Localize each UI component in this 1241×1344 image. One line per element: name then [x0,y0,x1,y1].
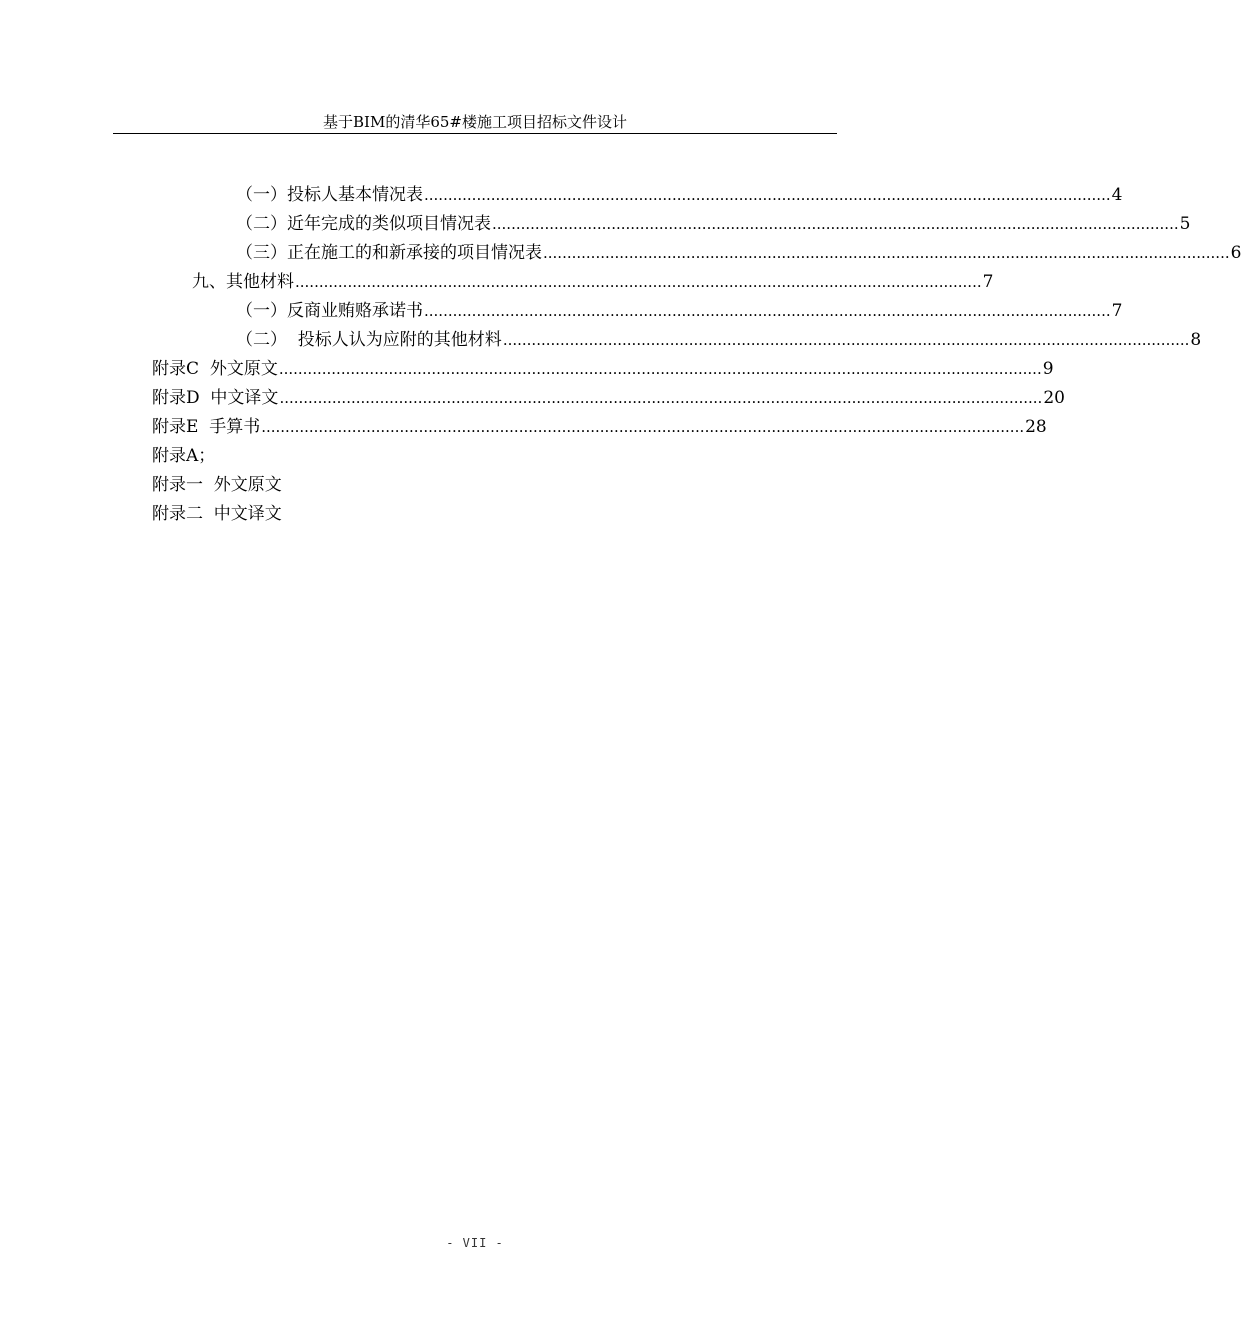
toc-entry[interactable] [236,326,1202,354]
toc-leader-dots: ................................................................................................................................................................ [279,389,1043,407]
toc-entry[interactable] [152,413,1047,441]
toc-entry-page: 6 [1230,243,1241,263]
running-header: 基于BIM的清华65#楼施工项目招标文件设计 [323,113,627,131]
toc-entry-page: 28 [1025,417,1047,437]
toc-entry-page: 4 [1111,185,1123,205]
toc-entry[interactable] [236,297,1123,325]
toc-entry-title: 附录D 中文译文 [152,388,279,408]
toc-plain-line: 附录二 中文译文 [152,504,282,524]
toc-entry-page: 8 [1190,330,1202,350]
toc-entry-title: （二）近年完成的类似项目情况表 [236,214,491,234]
toc-leader-dots: ................................................................................................................................................ [502,331,1190,349]
toc-entry[interactable] [236,210,1191,238]
toc-entry[interactable] [152,355,1054,383]
toc-entry-title: 附录E 手算书 [152,417,261,437]
toc-leader-dots: ................................................................................................................................................ [543,244,1230,262]
toc-entry-title: （三）正在施工的和新承接的项目情况表 [236,243,542,263]
page-number: - VII - [446,1236,504,1250]
toc-leader-dots: ................................................................................................................................................................ [278,360,1042,378]
toc-entry-page: 9 [1042,359,1054,379]
toc-leader-dots: ................................................................................................................................................................ [261,418,1025,436]
toc-leader-dots: ................................................................................................................................................ [424,186,1111,204]
toc-entry[interactable] [236,181,1123,209]
toc-entry-title: 附录C 外文原文 [152,359,278,379]
toc-entry-title: （一）投标人基本情况表 [236,185,423,205]
header-rule [113,133,837,134]
toc-entry-title: （二） 投标人认为应附的其他材料 [236,330,502,350]
toc-plain-line: 附录一 外文原文 [152,475,282,495]
toc-entry-title: （一）反商业贿赂承诺书 [236,301,423,321]
toc-entry[interactable] [236,239,1241,267]
toc-entry-page: 20 [1043,388,1065,408]
toc-leader-dots: ................................................................................................................................................ [424,302,1111,320]
toc-entry-title: 九、其他材料 [192,272,294,292]
toc-entry-page: 5 [1179,214,1191,234]
toc-entry-page: 7 [982,272,994,292]
toc-plain-line: 附录A； [152,446,216,466]
toc-leader-dots: ................................................................................................................................................ [492,215,1179,233]
toc-entry-page: 7 [1111,301,1123,321]
toc-entry[interactable] [192,268,994,296]
toc-leader-dots: ................................................................................................................................................ [295,273,982,291]
toc-entry[interactable] [152,384,1065,412]
